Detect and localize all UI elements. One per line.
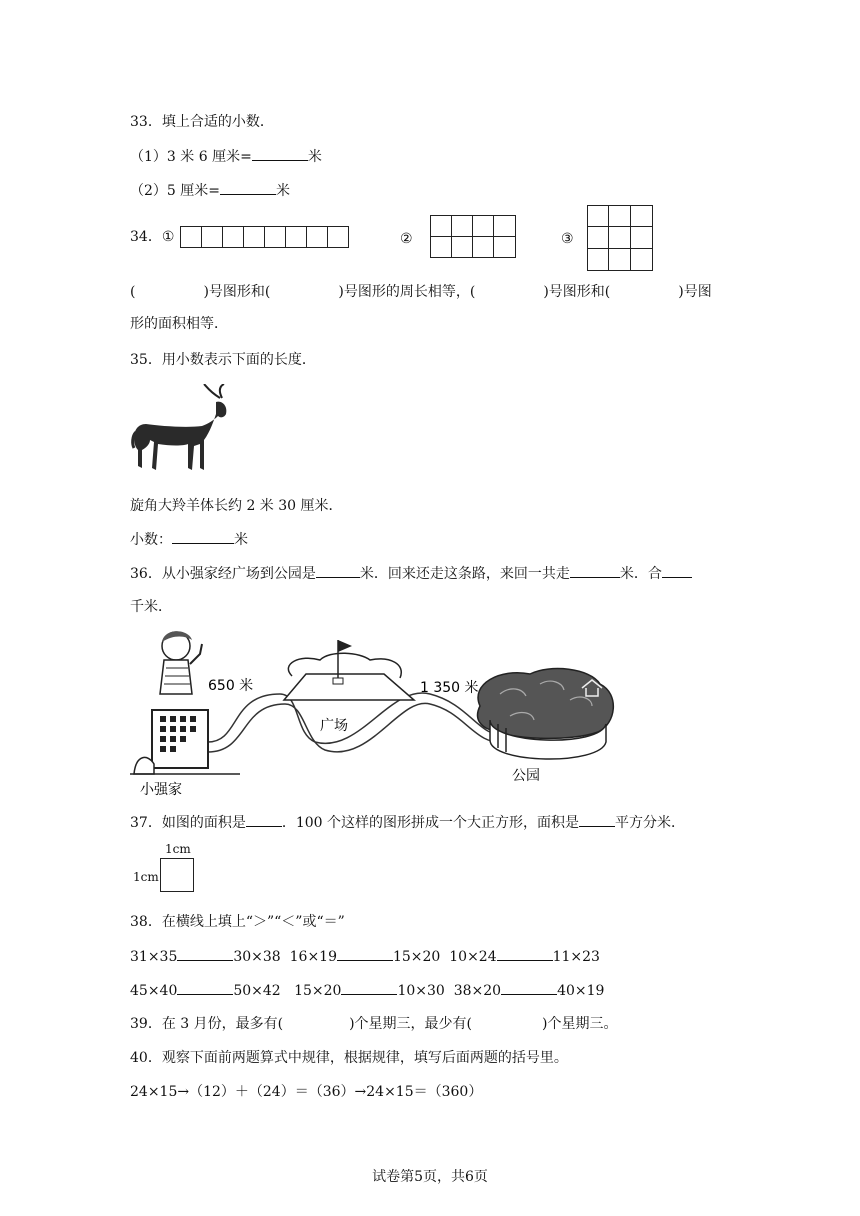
q34-line1-seg: )号图形的周长相等，( [338, 284, 476, 300]
q38-blank[interactable] [341, 980, 397, 995]
q38-blank[interactable] [177, 980, 233, 995]
q37-blank-1[interactable] [246, 812, 282, 827]
q34-line2: 形的面积相等． [130, 316, 228, 332]
q33-title: 33．填上合适的小数． [130, 114, 274, 130]
q36-home-label: 小强家 [140, 782, 182, 798]
q36-blank-3[interactable] [662, 563, 692, 578]
q40-title: 40．观察下面前两题算式中规律，根据规律，填写后面两题的括号里。 [130, 1050, 568, 1066]
q39-line [130, 1014, 618, 1034]
q34-shape-1 [180, 226, 349, 248]
q33-part1-text: （1）3 米 6 厘米= [130, 149, 252, 165]
q36-text: 36．从小强家经广场到公园是 [130, 566, 316, 582]
q36-park-label: 公园 [512, 768, 540, 784]
q35-title: 35．用小数表示下面的长度． [130, 352, 316, 368]
q34-line1-seg: )号图 [678, 284, 712, 300]
q33-part2-text: （2）5 厘米= [130, 183, 220, 199]
antelope-illustration [130, 384, 234, 476]
q39-text: 39．在 3 月份，最多有( [130, 1016, 284, 1032]
route-map [130, 624, 620, 804]
q38-row2 [130, 980, 604, 1001]
q37-left-label: 1cm [133, 870, 159, 884]
q35-answer-label: 小数： [130, 532, 172, 548]
q36-dist2-label: 1 350 米 [420, 680, 479, 696]
q35-caption: 旋角大羚羊体长约 2 米 30 厘米． [130, 498, 343, 514]
q38-title: 38．在横线上填上“＞”“＜”或“＝” [130, 914, 345, 930]
q34-line1-seg: )号图形和( [203, 284, 271, 300]
q34-label-2: ② [400, 231, 413, 247]
plaza-icon [284, 674, 414, 700]
q34-number: 34． [130, 229, 162, 245]
q38-expr: 10×24 [449, 949, 497, 965]
q38-expr: 50×42 [233, 983, 281, 999]
q37-text: 平方分米． [615, 815, 685, 831]
page-footer: 试卷第5页，共6页 [372, 1169, 488, 1185]
q33-part2 [130, 180, 290, 201]
q33-part2-blank[interactable] [220, 180, 276, 195]
q34-shape-2 [430, 215, 516, 258]
boy-icon [160, 631, 202, 694]
q36-text: 米．回来还走这条路，来回一共走 [359, 566, 570, 582]
q37-text: 37．如图的面积是 [130, 815, 246, 831]
q38-expr: 15×20 [392, 949, 441, 965]
q34-label-3: ③ [561, 231, 574, 247]
q34-line1-seg: ( [130, 284, 136, 300]
q35-answer-unit: 米 [234, 532, 248, 548]
q38-blank[interactable] [497, 946, 553, 961]
q33-part1-unit: 米 [307, 149, 322, 165]
q36-plaza-label: 广场 [320, 718, 348, 734]
q36-line2: 千米． [130, 599, 172, 615]
q38-blank[interactable] [177, 946, 233, 961]
q38-expr: 40×19 [557, 983, 605, 999]
q38-expr: 30×38 [233, 949, 281, 965]
q37-line1 [130, 812, 685, 833]
q35-answer-blank[interactable] [172, 529, 234, 544]
park-icon [478, 669, 614, 759]
q34-shape1-row [130, 226, 349, 248]
q39-text: )个星期三。 [542, 1016, 618, 1032]
q34-line1-seg: )号图形和( [543, 284, 611, 300]
q37-top-label: 1cm [165, 842, 191, 856]
q34-line1 [130, 282, 712, 302]
q34-label-1: ① [161, 229, 175, 245]
q36-line1 [130, 563, 692, 584]
q36-blank-1[interactable] [316, 563, 360, 578]
q38-expr: 10×30 [397, 983, 445, 999]
q36-blank-2[interactable] [570, 563, 620, 578]
q38-blank[interactable] [501, 980, 557, 995]
q33-part1-blank[interactable] [252, 146, 308, 161]
q37-text: ．100 个这样的图形拼成一个大正方形，面积是 [281, 815, 579, 831]
q38-expr: 16×19 [289, 949, 337, 965]
q35-answer [130, 529, 248, 550]
q36-dist1-label: 650 米 [208, 678, 254, 694]
q38-expr: 38×20 [453, 983, 502, 999]
q39-text: )个星期三，最少有( [349, 1016, 473, 1032]
q33-part1 [130, 146, 322, 167]
q40-example: 24×15→（12）＋（24）＝（36）→24×15＝（360） [130, 1084, 483, 1100]
q36-text: 米．合 [619, 566, 662, 582]
q37-square [160, 858, 194, 892]
q38-expr: 15×20 [294, 983, 342, 999]
q33-part2-unit: 米 [276, 183, 290, 199]
q38-expr: 45×40 [130, 983, 178, 999]
q38-expr: 31×35 [130, 949, 178, 965]
q38-blank[interactable] [337, 946, 393, 961]
q37-blank-2[interactable] [579, 812, 615, 827]
q38-row1 [130, 946, 600, 967]
q38-expr: 11×23 [552, 949, 600, 965]
q34-shape-3 [587, 205, 653, 271]
